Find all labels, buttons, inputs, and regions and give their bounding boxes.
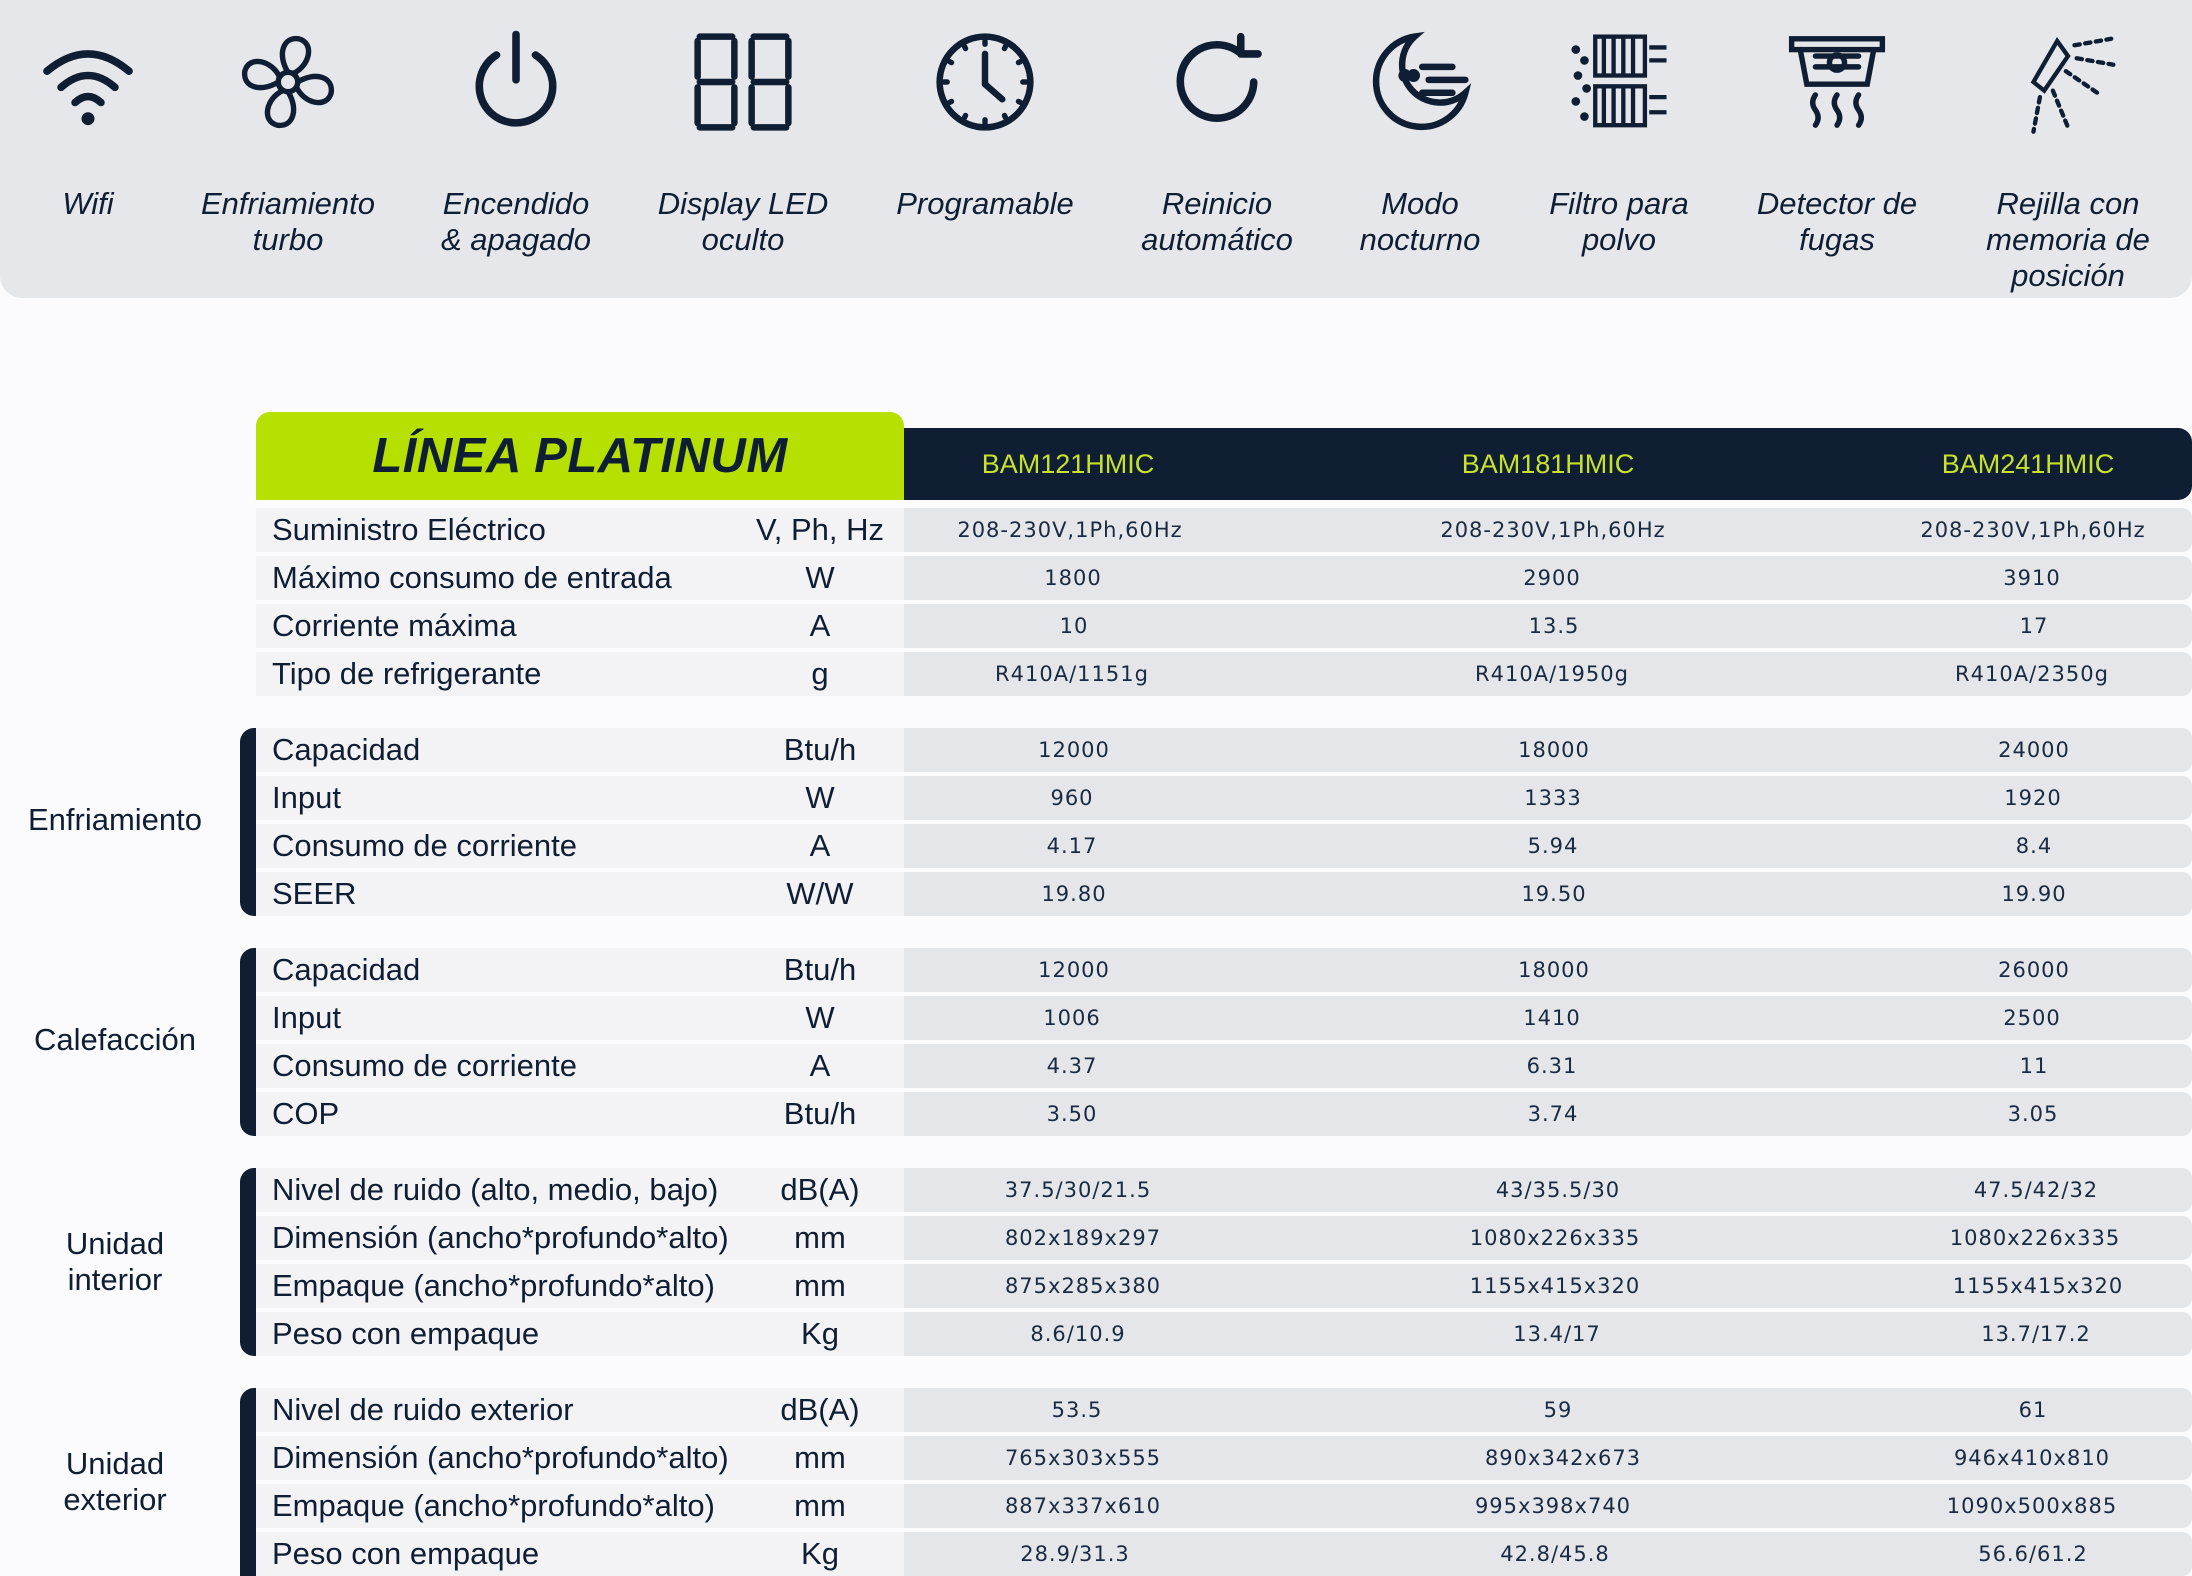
dust-filter-icon	[1565, 28, 1673, 136]
spec-unit: mm	[794, 1220, 846, 1255]
spec-name: SEER	[272, 876, 357, 911]
table-row	[0, 996, 2192, 1040]
spec-value: 56.6/61.2	[1978, 1542, 2088, 1566]
spec-value: 5.94	[1527, 834, 1579, 858]
spec-name: Peso con empaque	[272, 1316, 540, 1351]
spec-name: Capacidad	[272, 952, 421, 987]
spec-name: Consumo de corriente	[272, 828, 577, 863]
spec-value: 13.7/17.2	[1981, 1322, 2091, 1346]
spec-value: 59	[1543, 1398, 1573, 1422]
spec-value: 1800	[1044, 566, 1102, 590]
feature-auto-restart	[1107, 28, 1327, 258]
spec-value: 19.80	[1041, 882, 1107, 906]
wifi-icon	[34, 28, 142, 136]
spec-name: Dimensión (ancho*profundo*alto)	[272, 1440, 729, 1475]
spec-value: 47.5/42/32	[1973, 1178, 2099, 1202]
spec-unit: mm	[794, 1488, 846, 1523]
spec-unit: W	[805, 1000, 835, 1035]
spec-name: Tipo de refrigerante	[272, 656, 542, 691]
feature-label: Encendido & apagado	[441, 186, 591, 257]
feature-label: Detector de fugas	[1756, 186, 1918, 257]
spec-value: 887x337x610	[1004, 1494, 1162, 1518]
spec-value: 8.4	[2015, 834, 2053, 858]
feature-hidden-led-display	[633, 28, 853, 258]
spec-name: Input	[272, 780, 341, 815]
table-row	[0, 728, 2192, 772]
spec-name: Suministro Eléctrico	[272, 512, 546, 547]
spec-value: 19.90	[2001, 882, 2067, 906]
feature-leak-detector	[1727, 28, 1947, 258]
spec-value: 12000	[1038, 738, 1110, 762]
feature-label: Programable	[896, 186, 1074, 221]
spec-value: 13.4/17	[1513, 1322, 1601, 1346]
spec-value: 960	[1050, 786, 1094, 810]
spec-value: 3.74	[1527, 1102, 1579, 1126]
spec-value: 11	[2019, 1054, 2049, 1078]
spec-value: 995x398x740	[1474, 1494, 1632, 1518]
clock-icon	[931, 28, 1039, 136]
feature-turbo-cooling	[178, 28, 398, 258]
spec-value: 208-230V,1Ph,60Hz	[957, 518, 1183, 542]
spec-value: 17	[2019, 614, 2049, 638]
spec-value: 37.5/30/21.5	[1004, 1178, 1152, 1202]
spec-unit: mm	[794, 1268, 846, 1303]
spec-value: 12000	[1038, 958, 1110, 982]
models-header	[904, 428, 2192, 500]
spec-value: 6.31	[1526, 1054, 1578, 1078]
spec-unit: A	[809, 608, 831, 643]
model-name: BAM121HMIC	[981, 449, 1155, 479]
table-row	[0, 824, 2192, 868]
table-row	[0, 1532, 2192, 1576]
model-name: BAM181HMIC	[1461, 449, 1635, 479]
spec-value: 890x342x673	[1484, 1446, 1642, 1470]
feature-louver-memory	[1958, 28, 2178, 294]
louver-memory-icon	[2014, 28, 2122, 136]
spec-value: R410A/1151g	[995, 662, 1149, 686]
table-row	[0, 1484, 2192, 1528]
spec-value: 1333	[1524, 786, 1582, 810]
spec-value: 1090x500x885	[1946, 1494, 2118, 1518]
led-display-icon	[689, 28, 797, 136]
brand-title: LÍNEA PLATINUM	[372, 429, 788, 483]
spec-value: 28.9/31.3	[1020, 1542, 1130, 1566]
spec-value: 18000	[1518, 738, 1590, 762]
spec-value: 4.17	[1046, 834, 1098, 858]
spec-value: R410A/2350g	[1955, 662, 2109, 686]
spec-name: Consumo de corriente	[272, 1048, 577, 1083]
spec-name: Empaque (ancho*profundo*alto)	[272, 1268, 715, 1303]
spec-name: Corriente máxima	[272, 608, 517, 643]
spec-value: 24000	[1998, 738, 2070, 762]
spec-unit: A	[809, 828, 831, 863]
spec-unit: dB(A)	[780, 1392, 860, 1427]
spec-value: 3.05	[2007, 1102, 2059, 1126]
table-row	[0, 1388, 2192, 1432]
spec-unit: Kg	[801, 1536, 839, 1571]
group-label: Calefacción	[34, 1022, 196, 1057]
table-row	[0, 1312, 2192, 1356]
spec-value: 1410	[1523, 1006, 1581, 1030]
table-row	[0, 652, 2192, 696]
spec-value: 42.8/45.8	[1500, 1542, 1610, 1566]
spec-unit: W/W	[786, 876, 854, 911]
spec-unit: W	[805, 560, 835, 595]
spec-name: COP	[272, 1096, 340, 1131]
power-icon	[462, 28, 570, 136]
spec-value: 4.37	[1046, 1054, 1098, 1078]
spec-name: Máximo consumo de entrada	[272, 560, 672, 595]
spec-value: 10	[1059, 614, 1089, 638]
table-row	[0, 1436, 2192, 1480]
feature-label: Filtro para polvo	[1549, 186, 1689, 257]
spec-value: 13.5	[1528, 614, 1580, 638]
spec-unit: dB(A)	[780, 1172, 860, 1207]
spec-value: 1080x226x335	[1469, 1226, 1641, 1250]
spec-value: 2900	[1523, 566, 1581, 590]
spec-value: 3910	[2003, 566, 2061, 590]
spec-unit: A	[809, 1048, 831, 1083]
spec-unit: V, Ph, Hz	[755, 512, 885, 547]
feature-label: Display LED oculto	[657, 186, 829, 257]
table-row	[0, 1168, 2192, 1212]
feature-wifi	[0, 28, 198, 222]
spec-value: 26000	[1998, 958, 2070, 982]
table-row	[0, 948, 2192, 992]
group-label: Unidad exterior	[63, 1446, 167, 1517]
spec-value: 3.50	[1046, 1102, 1098, 1126]
table-row	[0, 1216, 2192, 1260]
spec-unit: Btu/h	[783, 732, 857, 767]
spec-value: 1155x415x320	[1469, 1274, 1641, 1298]
feature-power	[406, 28, 626, 258]
table-row	[0, 872, 2192, 916]
spec-unit: Kg	[801, 1316, 839, 1351]
spec-value: 875x285x380	[1004, 1274, 1162, 1298]
spec-value: 208-230V,1Ph,60Hz	[1920, 518, 2146, 542]
feature-label: Enfriamiento turbo	[200, 186, 376, 257]
table-row	[0, 1044, 2192, 1088]
spec-value: 61	[2018, 1398, 2048, 1422]
feature-label: Reinicio automático	[1141, 186, 1293, 257]
spec-name: Capacidad	[272, 732, 421, 767]
spec-unit: mm	[794, 1440, 846, 1475]
spec-value: 2500	[2003, 1006, 2061, 1030]
spec-name: Input	[272, 1000, 341, 1035]
spec-value: 1920	[2004, 786, 2062, 810]
spec-value: 43/35.5/30	[1495, 1178, 1621, 1202]
spec-value: 19.50	[1521, 882, 1587, 906]
spec-name: Dimensión (ancho*profundo*alto)	[272, 1220, 729, 1255]
spec-unit: Btu/h	[783, 952, 857, 987]
spec-name: Peso con empaque	[272, 1536, 540, 1571]
restart-icon	[1163, 28, 1271, 136]
spec-value: 1155x415x320	[1952, 1274, 2124, 1298]
spec-value: 208-230V,1Ph,60Hz	[1440, 518, 1666, 542]
feature-label: Wifi	[62, 186, 114, 221]
spec-value: 765x303x555	[1004, 1446, 1162, 1470]
spec-value: R410A/1950g	[1475, 662, 1629, 686]
table-row	[0, 776, 2192, 820]
spec-value: 946x410x810	[1953, 1446, 2111, 1470]
night-mode-icon	[1366, 28, 1474, 136]
features-strip	[0, 0, 2192, 298]
spec-value: 18000	[1518, 958, 1590, 982]
feature-programmable	[875, 28, 1095, 222]
model-name: BAM241HMIC	[1941, 449, 2115, 479]
table-row	[0, 1092, 2192, 1136]
table-row	[0, 508, 2192, 552]
spec-value: 802x189x297	[1004, 1226, 1162, 1250]
spec-value: 1080x226x335	[1949, 1226, 2121, 1250]
spec-name: Nivel de ruido (alto, medio, bajo)	[272, 1172, 719, 1207]
feature-label: Rejilla con memoria de posición	[1986, 186, 2150, 293]
spec-name: Nivel de ruido exterior	[272, 1392, 574, 1427]
spec-unit: Btu/h	[783, 1096, 857, 1131]
spec-unit: g	[811, 656, 829, 691]
feature-night-mode	[1310, 28, 1530, 258]
spec-unit: W	[805, 780, 835, 815]
feature-label: Modo nocturno	[1359, 186, 1481, 257]
spec-value: 53.5	[1051, 1398, 1103, 1422]
spec-name: Empaque (ancho*profundo*alto)	[272, 1488, 715, 1523]
leak-detector-icon	[1783, 28, 1891, 136]
spec-value: 8.6/10.9	[1030, 1322, 1126, 1346]
fan-icon	[234, 28, 342, 136]
spec-value: 1006	[1043, 1006, 1101, 1030]
brand-header	[256, 412, 904, 500]
feature-dust-filter	[1509, 28, 1729, 258]
group-label: Enfriamiento	[27, 802, 203, 837]
table-row	[0, 604, 2192, 648]
table-row	[0, 556, 2192, 600]
group-label: Unidad interior	[65, 1226, 165, 1297]
table-row	[0, 1264, 2192, 1308]
